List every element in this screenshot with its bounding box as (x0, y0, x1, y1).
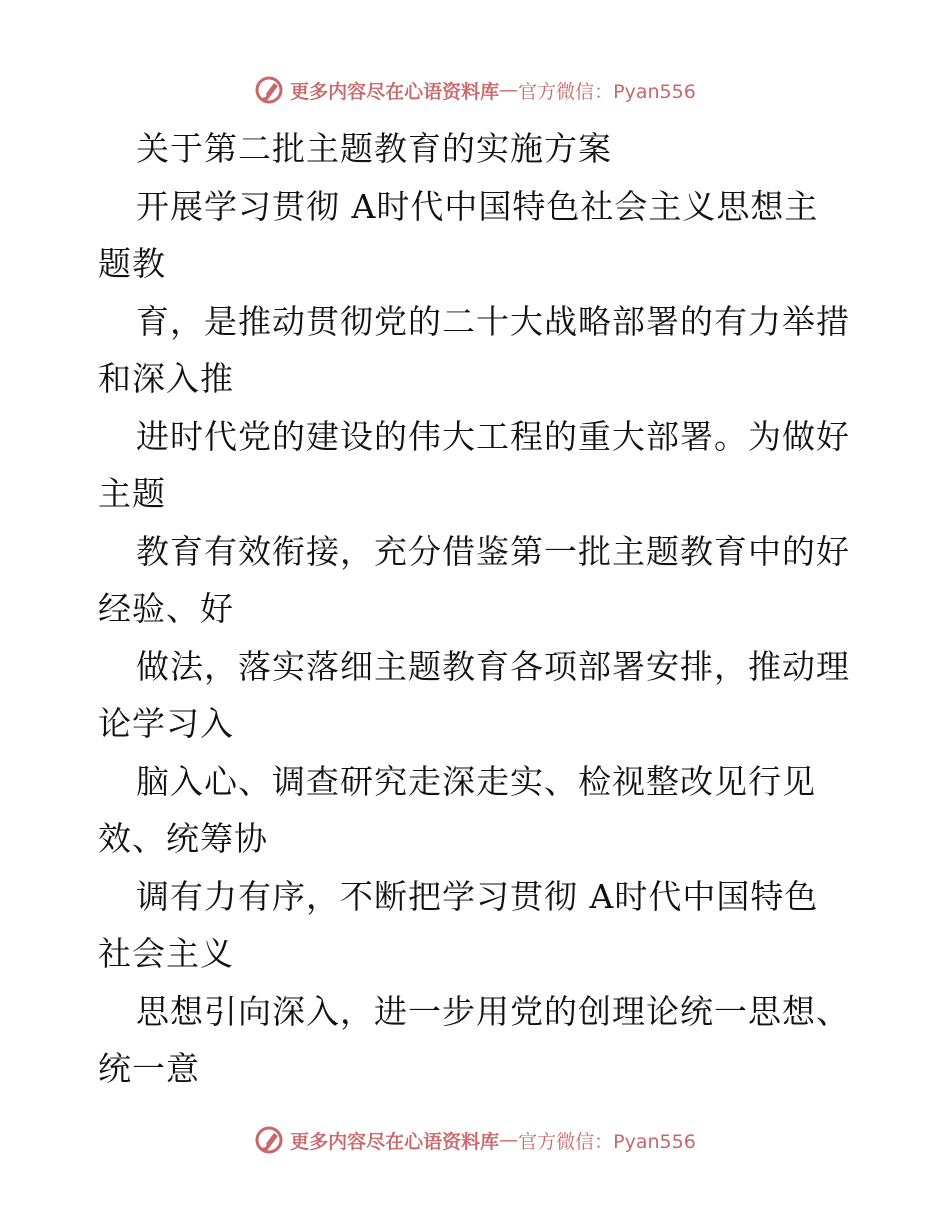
document-title: 关于第二批主题教育的实施方案 (136, 129, 612, 168)
footer-banner (0, 1120, 950, 1160)
pen-circle-logo-icon (254, 1125, 284, 1155)
text-line: 题教 (98, 244, 166, 283)
text-line: 思想引向深入，进一步用党的创理论统一思想、 (136, 991, 850, 1031)
text-line: 效、统筹协 (98, 819, 268, 858)
pen-circle-logo-icon (254, 75, 284, 105)
text-line: 开展学习贯彻 A时代中国特色社会主义思想主 (136, 186, 819, 226)
banner-main-text: 更多内容尽在心语资料库 (290, 1130, 500, 1153)
text-line: 和深入推 (98, 359, 234, 398)
banner-separator: — (499, 79, 519, 101)
text-line: 做法，落实落细主题教育各项部署安排，推动理 (136, 646, 850, 686)
text-line: 社会主义 (98, 934, 234, 973)
text-line: 论学习入 (98, 704, 234, 743)
banner-main-text: 更多内容尽在心语资料库 (290, 80, 500, 103)
text-line: 主题 (98, 474, 166, 513)
text-line: 育，是推动贯彻党的二十大战略部署的有力举措 (136, 301, 850, 341)
document-body (98, 120, 858, 1098)
banner-wechat-text: 官方微信：Pyan556 (518, 80, 696, 103)
header-banner (0, 70, 950, 110)
text-line: 教育有效衔接，充分借鉴第一批主题教育中的好 (136, 531, 850, 571)
text-line: 进时代党的建设的伟大工程的重大部署。为做好 (136, 416, 850, 456)
text-line: 调有力有序，不断把学习贯彻 A时代中国特色 (136, 876, 819, 916)
text-line: 脑入心、调查研究走深走实、检视整改见行见 (136, 761, 816, 801)
text-line: 统一意 (98, 1049, 200, 1088)
banner-separator: — (499, 1129, 519, 1151)
text-line: 经验、好 (98, 589, 234, 628)
banner-wechat-text: 官方微信：Pyan556 (518, 1130, 696, 1153)
